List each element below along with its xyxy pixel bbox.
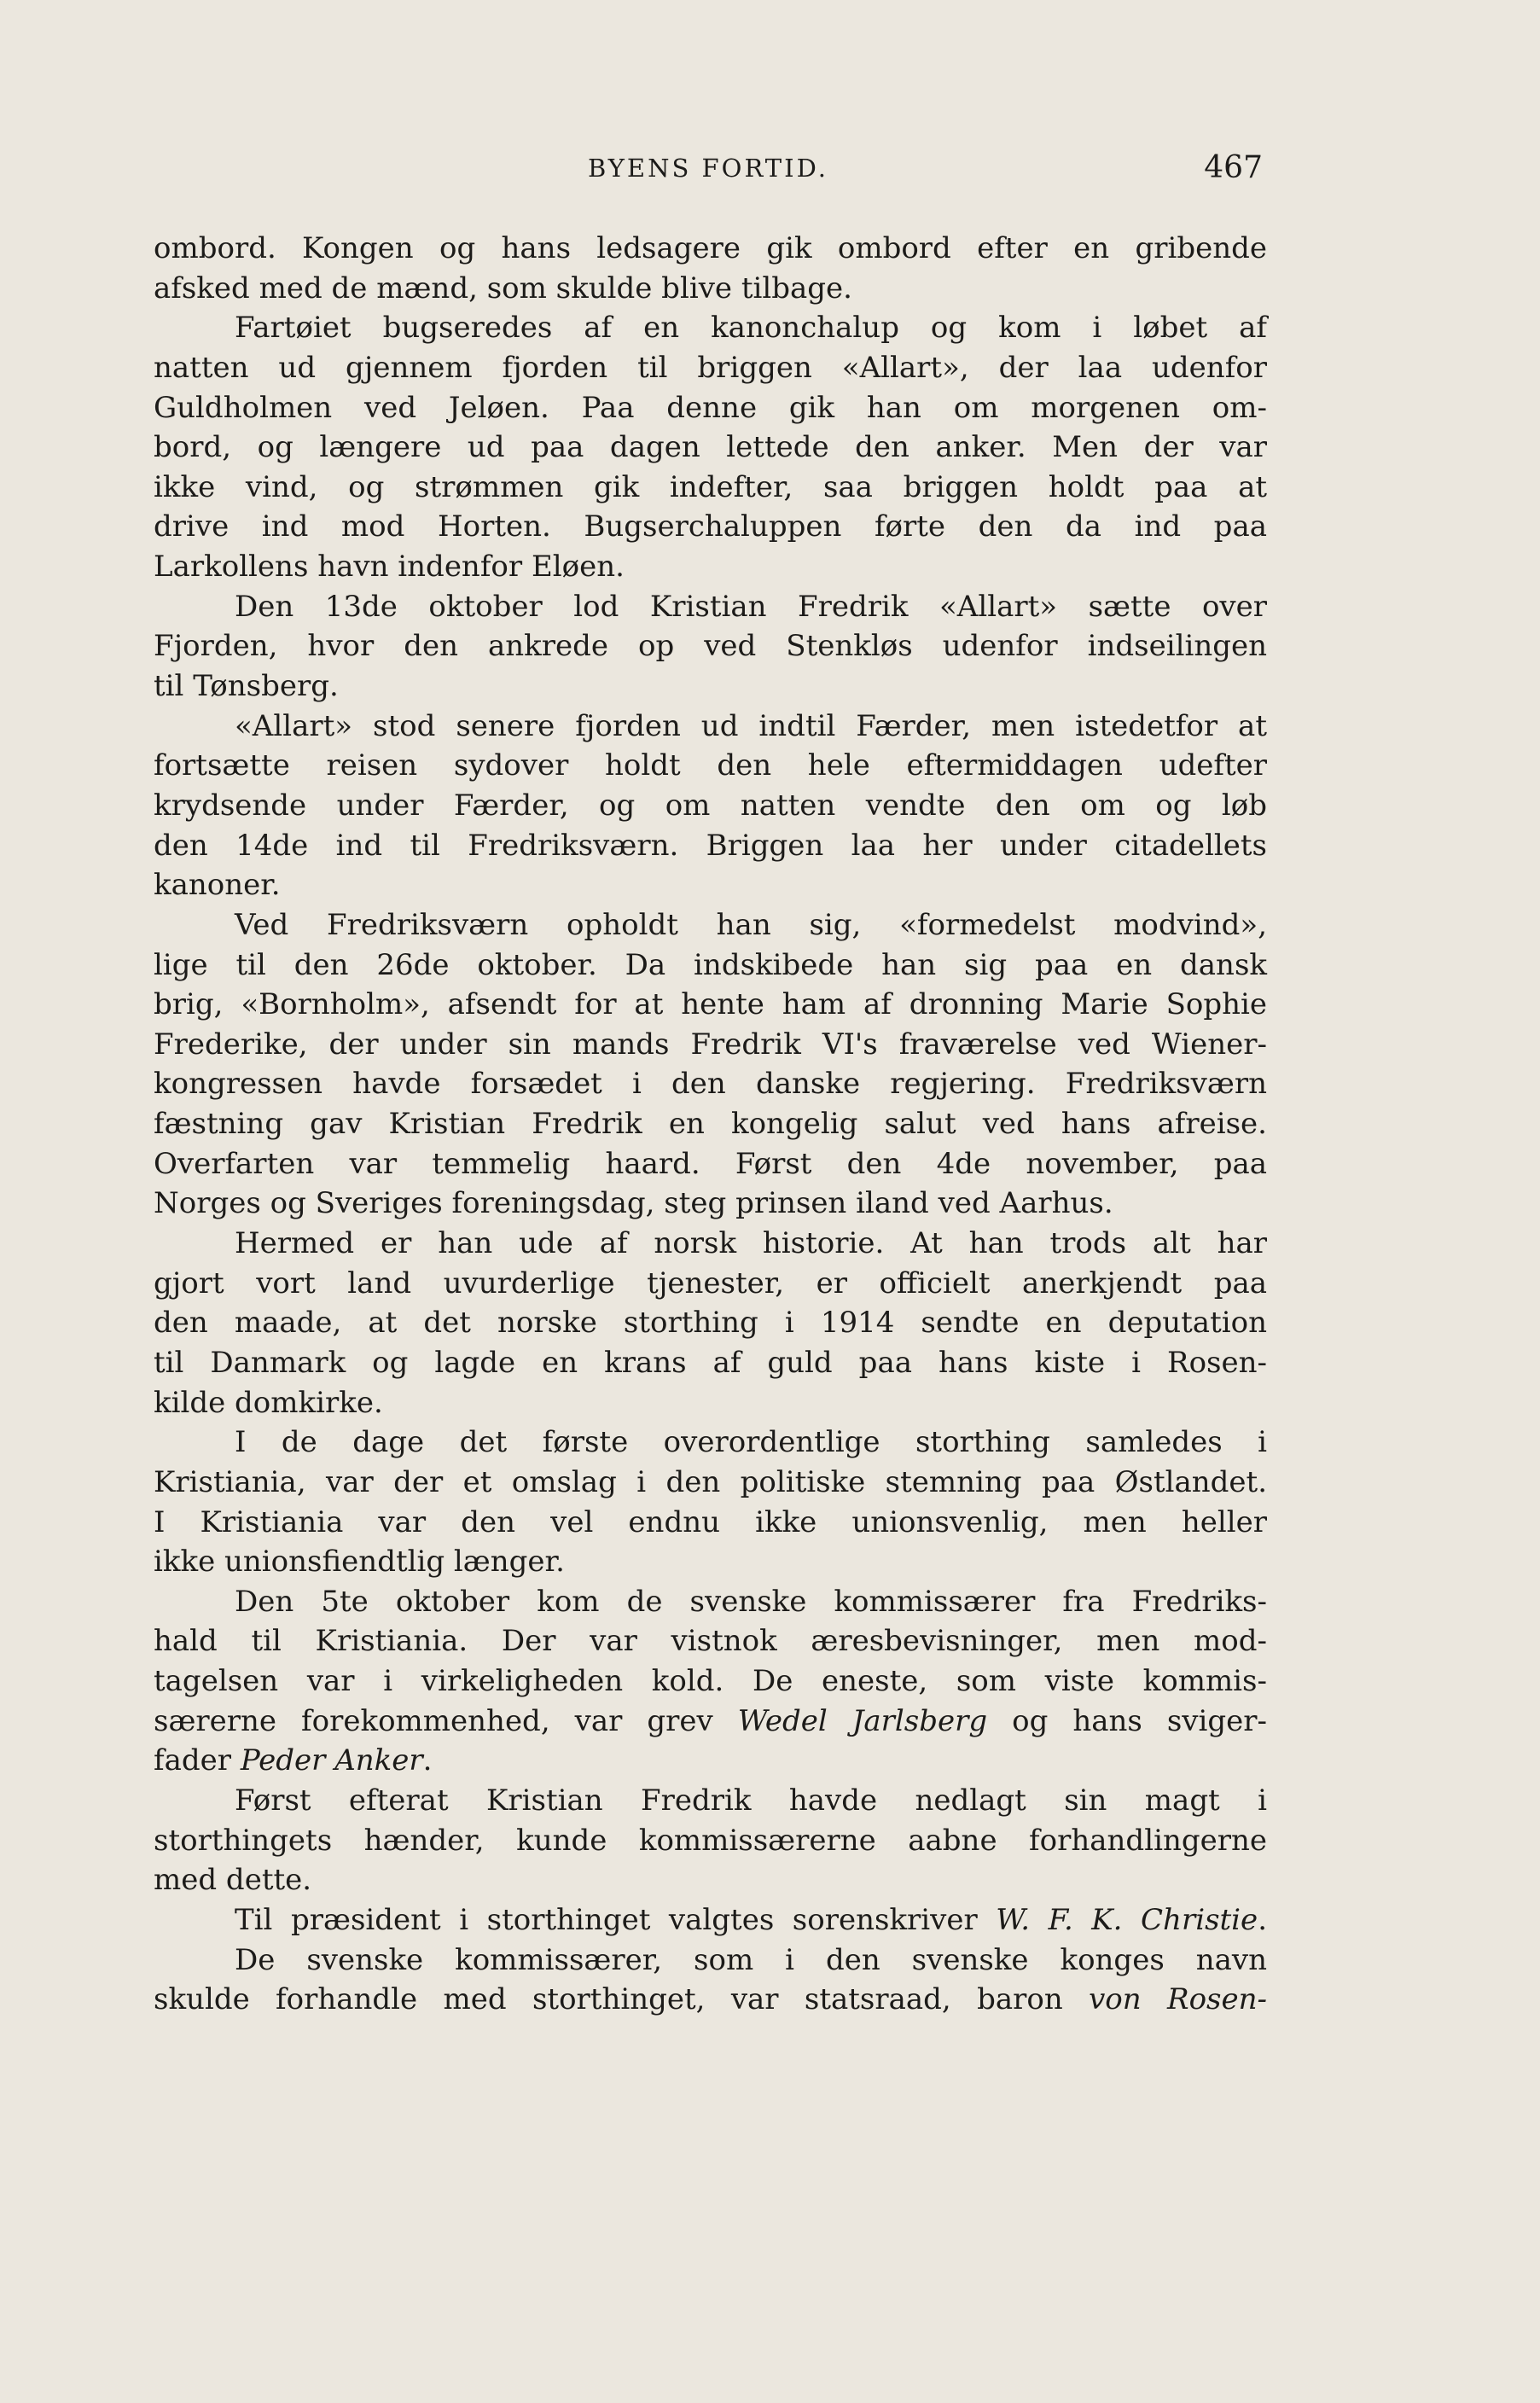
text-line: krydsende under Færder, og om natten vendte den om og løb xyxy=(154,788,1267,823)
line-text: særerne forekommenhed, var grev xyxy=(154,1703,738,1738)
text-line xyxy=(154,1702,1267,1742)
text-line: natten ud gjennem fjorden til briggen «Allart», der laa udenfor xyxy=(154,350,1267,385)
running-head: BYENS FORTID. xyxy=(587,154,829,183)
text-line: ikke unionsfiendtlig længer. xyxy=(154,1545,565,1580)
text-line: ombord. Kongen og hans ledsagere gik ombord efter en gribende xyxy=(154,231,1267,265)
text-line: hald til Kristiania. Der var vistnok æresbevisninger, men mod- xyxy=(154,1624,1267,1659)
text-line: ikke vind, og strømmen gik indefter, saa briggen holdt paa at xyxy=(154,469,1267,504)
text-line: Larkollens havn indenfor Eløen. xyxy=(154,550,625,585)
text-line: Ved Fredriksværn opholdt han sig, «formedelst modvind», xyxy=(235,907,1267,942)
text-line: til Danmark og lagde en krans af guld paa hans kiste i Rosen- xyxy=(154,1345,1267,1380)
text-line: I de dage det første overordentlige storthing samledes i xyxy=(235,1425,1267,1460)
line-text: skulde forhandle med storthinget, var statsraad, baron xyxy=(154,1982,1090,2017)
text-line: Overfarten var temmelig haard. Først den 4de november, paa xyxy=(154,1146,1267,1181)
text-line: kongressen havde forsædet i den danske regjering. Fredriksværn xyxy=(154,1067,1267,1102)
text-line: den 14de ind til Fredriksværn. Briggen laa her under citadellets xyxy=(154,828,1267,863)
text-line xyxy=(154,1741,1267,1781)
italic-name: W. F. K. Christie xyxy=(996,1902,1258,1937)
text-line: med dette. xyxy=(154,1863,312,1898)
text-line: Først efterat Kristian Fredrik havde nedlagt sin magt i xyxy=(235,1783,1267,1818)
text-line: Norges og Sveriges foreningsdag, steg prinsen iland ved Aarhus. xyxy=(154,1186,1113,1221)
text-line: bord, og længere ud paa dagen lettede den anker. Men der var xyxy=(154,430,1267,465)
italic-name: Wedel Jarlsberg xyxy=(737,1703,988,1738)
text-line: Den 5te oktober kom de svenske kommissærer fra Fredriks- xyxy=(235,1584,1267,1619)
line-text: fader xyxy=(154,1743,241,1778)
page-number: 467 xyxy=(1204,150,1263,185)
text-line: «Allart» stod senere fjorden ud indtil Færder, men istedetfor at xyxy=(235,708,1267,743)
text-line: drive ind mod Horten. Bugserchaluppen førte den da ind paa xyxy=(154,509,1267,544)
text-line: fortsætte reisen sydover holdt den hele eftermiddagen udefter xyxy=(154,748,1267,783)
line-text: og hans sviger- xyxy=(987,1703,1268,1738)
line-text: Til præsident i storthinget valgtes sorenskriver xyxy=(235,1902,997,1937)
text-line: Den 13de oktober lod Kristian Fredrik «Allart» sætte over xyxy=(235,589,1267,624)
text-line: Hermed er han ude af norsk historie. At han trods alt har xyxy=(235,1226,1267,1261)
text-line: afsked med de mænd, som skulde blive tilbage. xyxy=(154,271,852,305)
italic-name: von Rosen- xyxy=(1089,1982,1267,2017)
text-line: til Tønsberg. xyxy=(154,669,339,704)
text-line: kanoner. xyxy=(154,868,281,903)
text-line: kilde domkirke. xyxy=(154,1385,383,1420)
text-line: Guldholmen ved Jeløen. Paa denne gik han om morgenen om- xyxy=(154,390,1267,425)
text-line: De svenske kommissærer, som i den svenske konges navn xyxy=(235,1942,1267,1977)
text-line: tagelsen var i virkeligheden kold. De eneste, som viste kommis- xyxy=(154,1664,1267,1699)
text-line: fæstning gav Kristian Fredrik en kongelig salut ved hans afreise. xyxy=(154,1107,1267,1142)
italic-name: Peder Anker xyxy=(240,1743,423,1778)
text-line xyxy=(154,1900,1267,1940)
text-line xyxy=(154,1980,1267,2020)
text-line: den maade, at det norske storthing i 1914 sendte en deputation xyxy=(154,1306,1267,1341)
body-text xyxy=(154,229,1267,2020)
text-line: Kristiania, var der et omslag i den politiske stemning paa Østlandet. xyxy=(154,1464,1267,1499)
text-line: lige til den 26de oktober. Da indskibede han sig paa en dansk xyxy=(154,947,1267,982)
text-line: gjort vort land uvurderlige tjenester, er officielt anerkjendt paa xyxy=(154,1266,1267,1300)
line-text: . xyxy=(422,1743,433,1778)
line-text: . xyxy=(1258,1902,1267,1937)
text-line: Frederike, der under sin mands Fredrik VI's fraværelse ved Wiener- xyxy=(154,1027,1267,1062)
text-line: Fjorden, hvor den ankrede op ved Stenkløs udenfor indseilingen xyxy=(154,629,1267,664)
text-line: brig, «Bornholm», afsendt for at hente ham af dronning Marie Sophie xyxy=(154,987,1267,1022)
text-line: I Kristiania var den vel endnu ikke unionsvenlig, men heller xyxy=(154,1504,1267,1539)
text-line: Fartøiet bugseredes af en kanonchalup og kom i løbet af xyxy=(235,311,1267,346)
text-line: storthingets hænder, kunde kommissærerne aabne forhandlingerne xyxy=(154,1823,1267,1858)
